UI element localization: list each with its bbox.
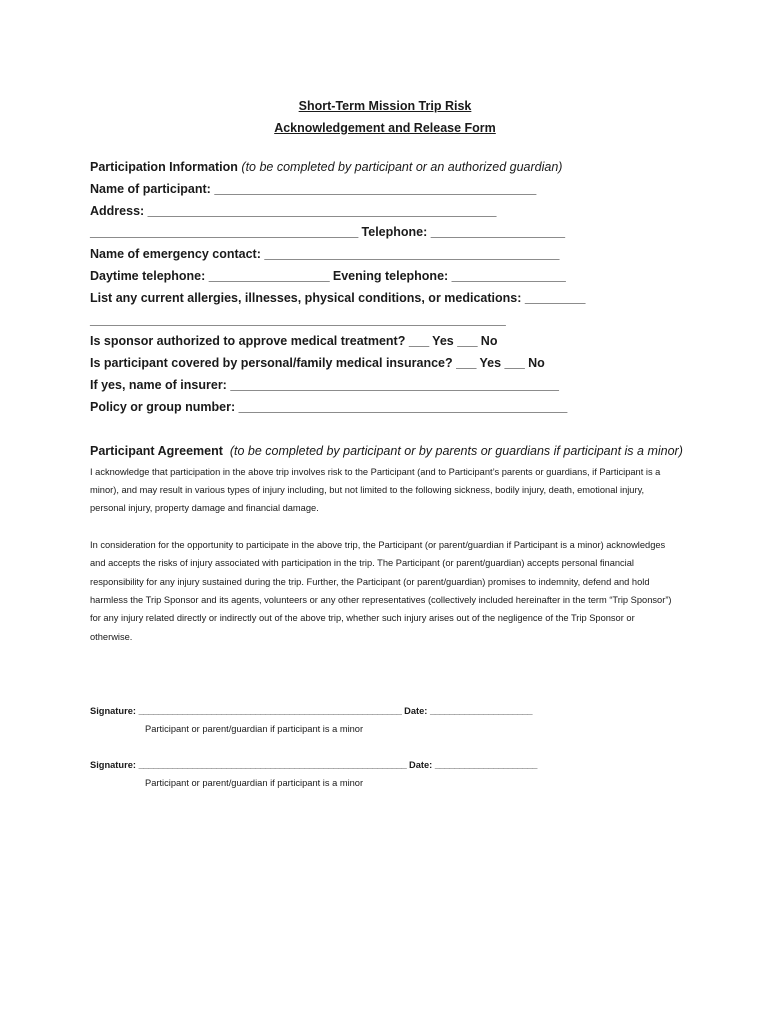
evening-telephone-field[interactable]: _________________	[451, 268, 566, 283]
participation-note: (to be completed by participant or an authorized guardian)	[241, 160, 563, 174]
insurance-coverage-row	[90, 353, 630, 375]
telephone-label: Telephone:	[358, 225, 431, 240]
address-telephone-row	[90, 222, 630, 244]
agreement-note: (to be completed by participant or by parents or guardians if participant is a minor)	[229, 444, 683, 458]
insurer-label: If yes, name of insurer:	[90, 377, 231, 392]
insurer-row	[90, 375, 630, 397]
title-line-2: Acknowledgement and Release Form	[274, 121, 496, 135]
participation-heading-row	[90, 157, 630, 179]
insurance-coverage-label: Is participant covered by personal/family medical insurance?	[90, 356, 457, 371]
agreement-heading: Participant Agreement	[90, 444, 223, 458]
sponsor-authorization-row	[90, 331, 630, 353]
participation-heading: Participation Information	[90, 160, 238, 174]
allergies-label: List any current allergies, illnesses, physical conditions, or medications:	[90, 290, 525, 305]
emergency-contact-label: Name of emergency contact:	[90, 247, 265, 262]
insurer-field[interactable]: _________________________________________________	[230, 377, 559, 392]
sponsor-authorization-label: Is sponsor authorized to approve medical treatment?	[90, 334, 409, 349]
agreement-heading-block	[90, 441, 685, 463]
title-line-1: Short-Term Mission Trip Risk	[298, 99, 472, 113]
agreement-section	[90, 441, 683, 646]
address-row	[90, 201, 630, 223]
date-field-1[interactable]: _____________________	[430, 706, 533, 716]
policy-row	[90, 397, 630, 419]
participant-name-row	[90, 179, 630, 201]
agreement-paragraph-1: I acknowledge that participation in the above trip involves risk to the Participant (and to Participant’s parents or guardians, if Participant is a minor), and may result in various types of injury including, but not limited to the following sickness, bodily injury, death, emotional injury, personal injury, property damage and financial damage.	[90, 466, 661, 514]
insurance-yes-field[interactable]: ___	[456, 356, 477, 371]
daytime-telephone-label: Daytime telephone:	[90, 268, 209, 283]
allergies-field[interactable]: _________	[524, 290, 586, 305]
allergies-continued-field[interactable]: ______________________________________________________________	[90, 312, 506, 327]
agreement-body	[90, 463, 675, 647]
emergency-contact-row	[90, 244, 630, 266]
emergency-contact-field[interactable]: ____________________________________________	[264, 247, 560, 262]
signature-label-1: Signature:	[90, 706, 139, 716]
sponsor-yes-label: Yes	[428, 334, 458, 349]
policy-field[interactable]: _________________________________________________	[238, 399, 568, 414]
telephone-field[interactable]: ____________________	[430, 225, 565, 240]
signature-block-2	[90, 756, 675, 792]
sponsor-yes-field[interactable]: ___	[408, 334, 429, 349]
insurance-yes-label: Yes	[476, 356, 505, 371]
date-field-2[interactable]: _____________________	[434, 760, 538, 770]
sponsor-no-field[interactable]: ___	[457, 334, 478, 349]
insurance-no-field[interactable]: ___	[504, 356, 525, 371]
address-label: Address:	[90, 203, 148, 218]
agreement-paragraph-2: In consideration for the opportunity to participate in the above trip, the Participant (or parent/guardian if Participant is a minor) acknowledges and accepts the risks of injury associated with participation in the trip. The Participant (or parent/guardian) accepts personal financial responsibility for any injury sustained during the trip. Further, the Participant (or parent/guardian) promises to indemnity, defend and hold harmless the Trip Sponsor and its agents, volunteers or any other representatives (collectively included hereinafter in the term “Trip Sponsor”) for any injury related directly or indirectly out of the above trip, whether such injury arises out of the negligence of the Trip Sponsor or otherwise.	[90, 539, 672, 642]
address-line-2-field[interactable]: ________________________________________	[90, 225, 359, 240]
signature-field-1[interactable]: ______________________________________________________	[138, 706, 402, 716]
signature-line-2	[90, 756, 675, 774]
date-label-2: Date:	[406, 760, 435, 770]
allergies-row	[90, 288, 630, 310]
form-title	[0, 95, 770, 139]
participant-name-label: Name of participant:	[90, 181, 215, 196]
allergies-continued-row	[90, 310, 630, 332]
insurance-no-label: No	[524, 356, 545, 371]
signature-field-2[interactable]: _______________________________________________________	[138, 760, 407, 770]
daytime-telephone-field[interactable]: __________________	[208, 268, 330, 283]
participant-name-field[interactable]: ________________________________________________	[214, 181, 537, 196]
signature-block-1	[90, 702, 675, 738]
signature-line-1	[90, 702, 675, 720]
policy-label: Policy or group number:	[90, 399, 239, 414]
sponsor-no-label: No	[477, 334, 498, 349]
signature-label-2: Signature:	[90, 760, 139, 770]
signature-caption-2: Participant or parent/guardian if participant is a minor	[145, 778, 364, 788]
signature-caption-1: Participant or parent/guardian if participant is a minor	[145, 724, 364, 734]
date-label-1: Date:	[401, 706, 430, 716]
evening-telephone-label: Evening telephone:	[329, 268, 452, 283]
address-field[interactable]: ____________________________________________________	[147, 203, 497, 218]
participation-section	[90, 157, 630, 419]
telephones-row	[90, 266, 630, 288]
